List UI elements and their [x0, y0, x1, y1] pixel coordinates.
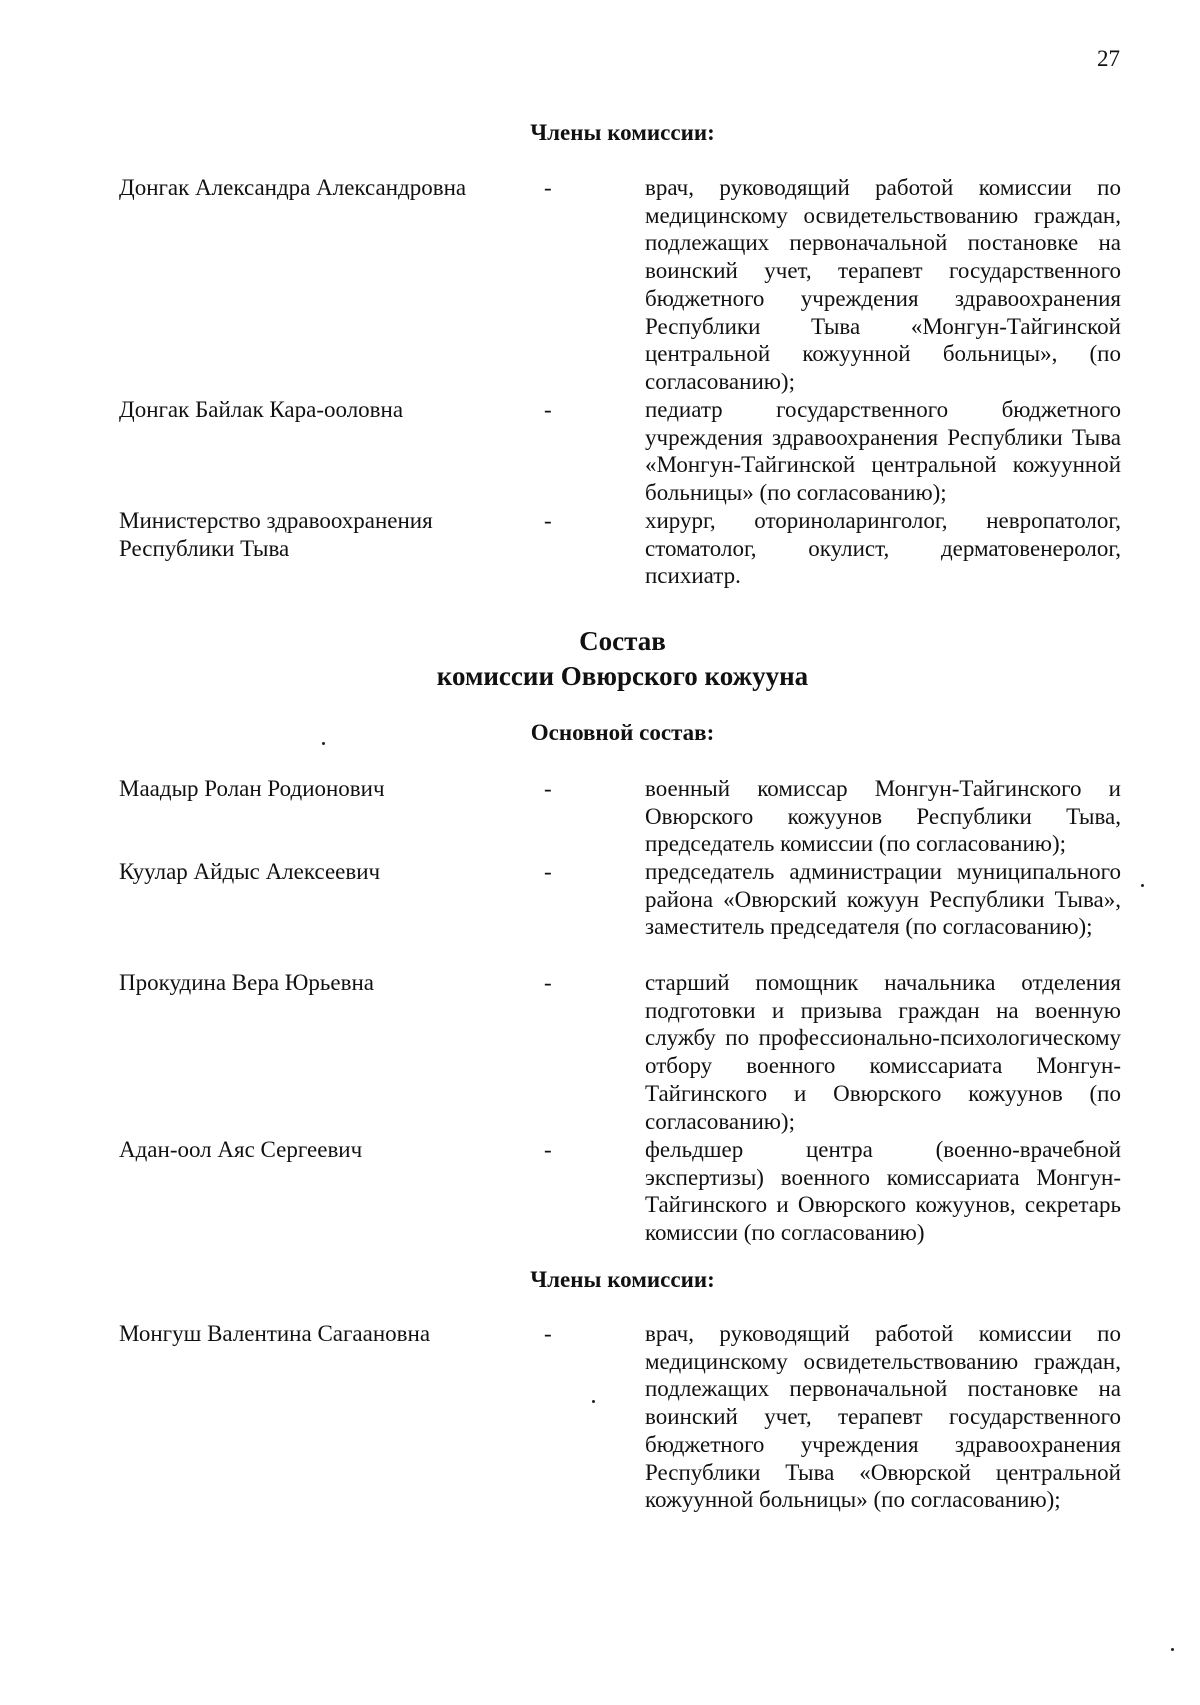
member-role: старший помощник начальника отделения подготовки и призыва граждан на военную службу по профессионально-психологическому отбору военного комиссариата Монгун-Тайгинского и Овюрского кожуунов (по согласованию);	[645, 970, 1121, 1134]
dash-separator: -	[544, 776, 552, 801]
members-heading: Члены комиссии:	[530, 120, 715, 145]
dash-separator: -	[544, 175, 552, 200]
member-name: Донгак Александра Александровна	[119, 175, 467, 200]
member-role: военный комиссар Монгун-Тайгинского и Овюрского кожуунов Республики Тыва, председатель комиссии (по согласованию);	[645, 776, 1121, 857]
section-title-line1: Состав	[579, 626, 666, 656]
member-name: Министерство здравоохранения Республики Тыва	[119, 508, 433, 561]
member-name: Маадыр Ролан Родионович	[119, 776, 385, 801]
dash-separator: -	[544, 508, 552, 533]
page-number: 27	[1097, 46, 1120, 71]
member-name: Куулар Айдыс Алексеевич	[119, 859, 381, 884]
section-title-line2: комиссии Овюрского кожууна	[436, 661, 809, 691]
member-role: врач, руководящий работой комиссии по медицинскому освидетельствованию граждан, подлежащих первоначальной постановке на воинский учет, терапевт государственного бюджетного учреждения здравоохранения Республики Тыва «Овюрской центральной кожуунной больницы» (по согласованию);	[645, 1321, 1121, 1513]
dash-separator: -	[544, 859, 552, 884]
member-role: председатель администрации муниципального района «Овюрский кожуун Республики Тыва», заместитель председателя (по согласованию);	[645, 859, 1121, 940]
dash-separator: -	[544, 1137, 552, 1162]
member-role: врач, руководящий работой комиссии по медицинскому освидетельствованию граждан, подлежащих первоначальной постановке на воинский учет, терапевт государственного бюджетного учреждения здравоохранения Республики Тыва «Монгун-Тайгинской центральной кожуунной больницы», (по согласованию);	[645, 175, 1121, 394]
member-role: фельдшер центра (военно-врачебной экспертизы) военного комиссариата Монгун-Тайгинского и Овюрского кожуунов, секретарь комиссии (по согласованию)	[645, 1137, 1121, 1246]
member-name: Адан-оол Аяс Сергеевич	[119, 1137, 363, 1162]
members-heading: Члены комиссии:	[530, 1267, 715, 1292]
dash-separator: -	[544, 970, 552, 995]
member-name: Донгак Байлак Кара-ооловна	[119, 397, 404, 422]
dash-separator: -	[544, 1321, 552, 1346]
scan-speck	[592, 1400, 595, 1403]
scan-speck	[322, 742, 325, 745]
scan-speck	[1171, 1648, 1174, 1651]
member-role: хирург, оториноларинголог, невропатолог, стоматолог, окулист, дерматовенеролог, психиатр.	[645, 508, 1121, 589]
main-composition-heading: Основной состав:	[530, 720, 715, 745]
member-name: Прокудина Вера Юрьевна	[119, 970, 375, 995]
member-name: Монгуш Валентина Сагаановна	[119, 1321, 431, 1346]
dash-separator: -	[544, 397, 552, 422]
member-role: педиатр государственного бюджетного учреждения здравоохранения Республики Тыва «Монгун-Тайгинской центральной кожуунной больницы» (по согласованию);	[645, 397, 1121, 506]
scan-speck	[1141, 884, 1144, 887]
